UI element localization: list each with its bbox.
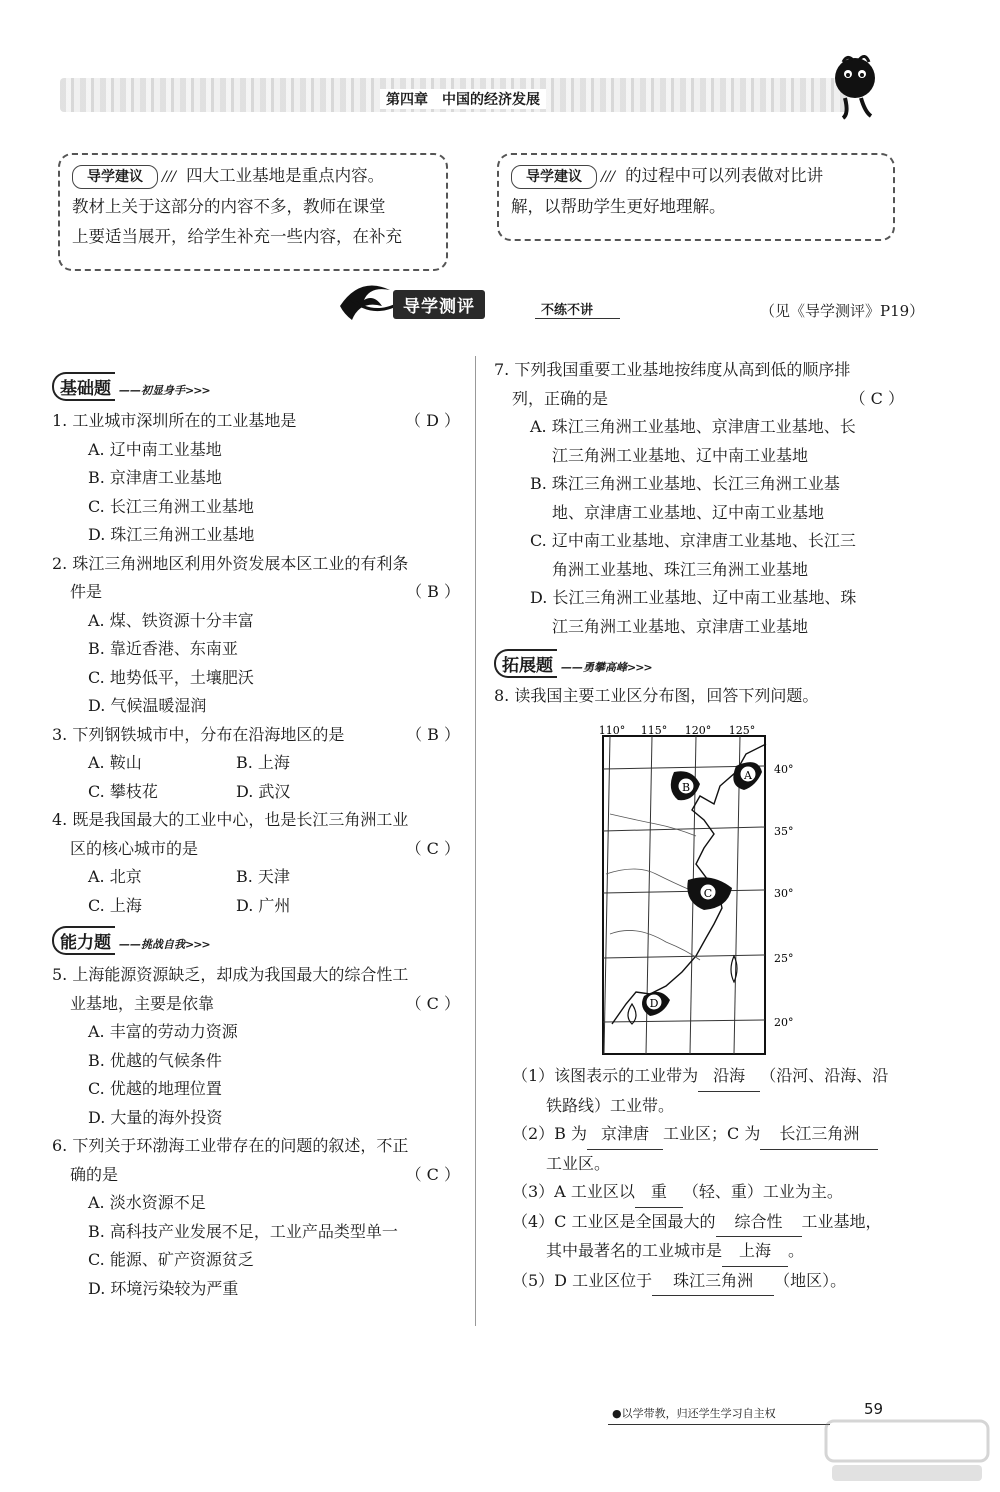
right-column [494,356,904,711]
question-7 [494,356,904,641]
option: C. 地势低平，土壤肥沃 [88,667,254,687]
lon-label: 125° [728,724,756,737]
lat-label: 30° [774,887,794,900]
section-subtitle: ——初显身手 [119,384,185,397]
answer: （ C ） [849,388,904,408]
lon-label: 110° [598,724,626,737]
section-title: 基础题 [52,372,115,401]
banner-subtitle: 不练不讲 [541,303,594,318]
question-stem: 区的核心城市的是 [70,838,199,858]
lon-label: 120° [684,724,712,737]
sub-question: （4）C 工业区是全国最大的 [512,1211,716,1231]
question-3 [52,721,460,807]
option: C. 长江三角洲工业基地 [88,496,254,516]
option: D. 广州 [236,895,291,915]
question-4 [52,806,460,920]
fill-answer: 京津唐 [587,1120,663,1150]
fill-answer: 长江三角洲 [760,1120,878,1150]
section-ability-heading: 能力题 ——挑战自我>>> [52,926,460,955]
option: C. 能源、矿产资源贫乏 [88,1250,254,1269]
option: D. 环境污染较为严重 [88,1278,239,1298]
sub-question: 工业区。 [546,1153,611,1173]
question-stem: 1. 工业城市深圳所在的工业基地是 [52,411,297,430]
option: D. 珠江三角洲工业基地 [88,525,255,544]
sub-question: 工业区；C 为 [663,1124,761,1143]
question-stem: 3. 下列钢铁城市中，分布在沿海地区的是 [52,724,345,744]
option: 江三角洲工业基地、京津唐工业基地 [552,616,809,636]
option: 地、京津唐工业基地、辽中南工业基地 [552,502,825,522]
question-stem: 4. 既是我国最大的工业中心，也是长江三角洲工业 [52,810,409,829]
lat-label: 25° [774,952,794,965]
lat-label: 20° [774,1016,794,1029]
chapter-title: 第四章 中国的经济发展 [380,89,546,109]
answer: （ B ） [406,724,460,744]
answer: （ D ） [404,411,460,430]
option: A. 煤、铁资源十分丰富 [88,610,254,630]
section-extend-heading: 拓展题 ——勇攀高峰>>> [494,649,904,678]
question-stem: 确的是 [70,1164,119,1184]
question-2 [52,550,460,721]
region-label-B: B [681,781,691,794]
answer: （ B ） [406,582,460,601]
sub-question: （轻、重）工业为主。 [682,1182,843,1201]
option: D. 武汉 [236,781,291,801]
region-label-D: D [649,997,659,1010]
tip-label: 导学建议 [72,165,158,189]
section-subtitle: ——挑战自我 [119,938,185,951]
question-stem: 业基地，主要是依靠 [70,993,215,1013]
sub-question: （3）A 工业区以 [512,1182,635,1201]
option: 江三角洲工业基地、辽中南工业基地 [552,445,809,465]
question-8-answers [512,1062,912,1296]
option: A. 淡水资源不足 [88,1193,206,1212]
option: A. 丰富的劳动力资源 [88,1022,238,1041]
section-subtitle: ——勇攀高峰 [561,661,627,674]
option: D. 气候温暖湿润 [88,696,207,715]
option: C. 攀枝花 [88,781,158,801]
option: C. 优越的地理位置 [88,1079,222,1098]
question-stem: 列，正确的是 [512,388,609,408]
sub-question: （2）B 为 [512,1124,588,1143]
section-title: 能力题 [52,926,115,955]
option: B. 上海 [236,753,290,772]
fill-answer: 重 [635,1178,683,1208]
tip-text: 的过程中可以列表做对比讲 [625,166,824,185]
question-6 [52,1132,460,1303]
page-number: 59 [864,1400,884,1418]
fill-answer: 沿海 [698,1062,760,1092]
fill-answer: 上海 [722,1237,788,1267]
watermark-logo-icon [822,1415,992,1487]
mascot-icon [825,52,885,122]
lat-label: 35° [774,825,794,838]
section-title: 拓展题 [494,649,557,678]
option: B. 高科技产业发展不足，工业产品类型单一 [88,1221,398,1241]
sub-question: 铁路线）工业带。 [546,1095,675,1115]
region-label-C: C [703,887,713,900]
option: 角洲工业基地、珠江三角洲工业基地 [552,559,809,579]
section-basic-heading: 基础题 ——初显身手>>> [52,372,460,401]
sub-question: （5）D 工业区位于 [512,1270,653,1290]
tip-box-left: 导学建议 /// 四大工业基地是重点内容。 教材上关于这部分的内容不多，教师在课堂 上要适当展开，给学生补充一些内容，在补充 [58,153,448,271]
left-column [52,372,460,1303]
sub-question: （1）该图表示的工业带为 [512,1066,699,1085]
question-stem: 6. 下列关于环渤海工业带存在的问题的叙述，不正 [52,1136,409,1155]
sub-question: 其中最著名的工业城市是 [546,1241,723,1260]
industrial-zones-map [596,724,828,1060]
option: A. 北京 [88,867,142,886]
reference-note: （见《导学测评》P19） [760,302,925,320]
banner-title: 导学测评 [393,290,485,319]
question-1 [52,407,460,550]
answer: （ C ） [405,838,460,858]
lon-label: 115° [640,724,668,737]
fill-answer: 综合性 [716,1208,802,1238]
option: A. 珠江三角洲工业基地、京津唐工业基地、长 [530,417,856,436]
tip-label: 导学建议 [511,165,597,189]
option: B. 靠近香港、东南亚 [88,639,238,658]
footer-slogan: ●以学带教，归还学生学习自主权 [612,1407,776,1420]
option: D. 长江三角洲工业基地、辽中南工业基地、珠 [530,588,857,607]
sub-question: （沿河、沿海、沿 [760,1066,889,1085]
tip-text: 解，以帮助学生更好地理解。 [511,197,726,216]
fill-answer: 珠江三角洲 [652,1267,774,1297]
option: B. 京津唐工业基地 [88,468,222,487]
option: C. 上海 [88,895,142,915]
sub-question: 工业基地， [801,1211,882,1231]
option: A. 辽中南工业基地 [88,439,222,459]
question-stem: 2. 珠江三角洲地区利用外资发展本区工业的有利条 [52,553,409,573]
option: B. 优越的气候条件 [88,1050,222,1070]
sub-question: 。 [788,1241,805,1260]
question-stem: 5. 上海能源资源缺乏，却成为我国最大的综合性工 [52,965,409,984]
question-5 [52,961,460,1132]
tip-text: 上要适当展开，给学生补充一些内容，在补充 [72,227,402,246]
tip-text: 教材上关于这部分的内容不多，教师在课堂 [72,197,386,216]
lat-label: 40° [774,763,794,776]
question-stem: 7. 下列我国重要工业基地按纬度从高到低的顺序排 [494,360,851,379]
option: C. 辽中南工业基地、京津唐工业基地、长江三 [530,531,856,550]
region-label-A: A [744,769,752,782]
answer: （ C ） [405,993,460,1013]
tip-text: 四大工业基地是重点内容。 [186,166,385,185]
option: A. 鞍山 [88,753,142,772]
answer: （ C ） [405,1164,460,1184]
option: B. 珠江三角洲工业基地、长江三角洲工业基 [530,474,840,493]
sub-question: （地区）。 [774,1270,847,1290]
footer-rule [608,1424,830,1425]
option: D. 大量的海外投资 [88,1107,223,1127]
column-divider [475,356,476,1326]
banner-underline [535,318,620,319]
question-stem: 件是 [70,582,103,601]
question-8-stem: 8. 读我国主要工业区分布图，回答下列问题。 [494,686,819,705]
tip-box-right: 导学建议 /// 的过程中可以列表做对比讲 解，以帮助学生更好地理解。 [497,153,895,241]
option: B. 天津 [236,867,290,886]
